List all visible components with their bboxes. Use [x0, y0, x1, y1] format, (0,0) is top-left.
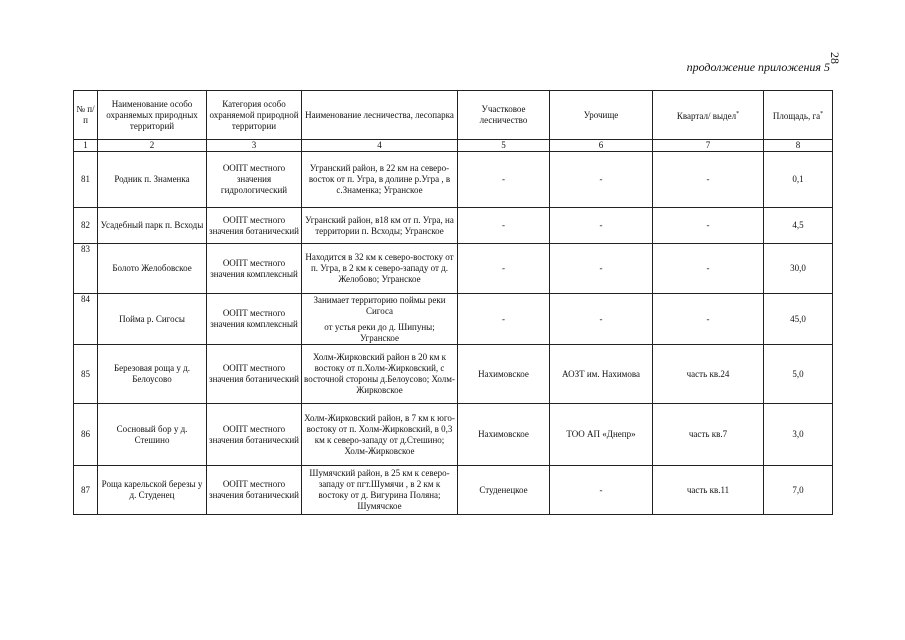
- cell-area: 5,0: [764, 345, 833, 404]
- header-forestry: Наименование лесничества, лесопарка: [302, 91, 458, 140]
- cell-forestry: Холм-Жирковский район в 20 км к востоку от п.Холм-Жирковский, с восточной стороны д.Белоусово; Холм-Жирковское: [302, 345, 458, 404]
- cell-num: 85: [74, 345, 98, 404]
- header-quarter-label: Квартал/ выдел: [676, 110, 737, 121]
- cell-tract: АОЗТ им. Нахимова: [550, 345, 653, 404]
- cell-category: ООПТ местного значения ботанический: [207, 208, 302, 244]
- cell-quarter: часть кв.24: [653, 345, 764, 404]
- cell-category: ООПТ местного значения ботанический: [207, 345, 302, 404]
- column-number: 3: [207, 140, 302, 152]
- page-number: 28: [828, 52, 842, 64]
- cell-quarter: -: [653, 152, 764, 208]
- cell-area: 3,0: [764, 404, 833, 466]
- cell-quarter: -: [653, 208, 764, 244]
- cell-tract: ТОО АП «Днепр»: [550, 404, 653, 466]
- column-number: 7: [653, 140, 764, 152]
- column-number-row: [74, 140, 833, 152]
- cell-district: -: [458, 294, 550, 345]
- cell-num: 83: [74, 244, 98, 294]
- cell-district: Нахимовское: [458, 345, 550, 404]
- table-row: [74, 244, 833, 294]
- header-area: [764, 91, 833, 140]
- cell-area: 30,0: [764, 244, 833, 294]
- header-num: № п/п: [74, 91, 98, 140]
- cell-district: Студенецкое: [458, 466, 550, 515]
- column-number: 8: [764, 140, 833, 152]
- cell-name: Роща карельской березы у д. Студенец: [98, 466, 207, 515]
- cell-tract: -: [550, 294, 653, 345]
- cell-district: -: [458, 152, 550, 208]
- header-tract: Урочище: [550, 91, 653, 140]
- table-row: [74, 152, 833, 208]
- cell-forestry: Находится в 32 км к северо-востоку от п. Угра, в 2 км к северо-западу от д. Желобово; Угранское: [302, 244, 458, 294]
- cell-forestry-extra: от устья реки до д. Шипуны; Угранское: [324, 321, 435, 343]
- cell-quarter: часть кв.7: [653, 404, 764, 466]
- cell-num: 82: [74, 208, 98, 244]
- cell-quarter: часть кв.11: [653, 466, 764, 515]
- table-row: [74, 208, 833, 244]
- cell-area: 45,0: [764, 294, 833, 345]
- header-quarter-mark: *: [736, 110, 740, 117]
- cell-num: 87: [74, 466, 98, 515]
- continuation-caption: продолжение приложения 5: [686, 60, 830, 74]
- cell-category: ООПТ местного значения ботанический: [207, 404, 302, 466]
- cell-district: -: [458, 244, 550, 294]
- protected-areas-table: [73, 90, 833, 515]
- column-number: 6: [550, 140, 653, 152]
- cell-name: Пойма р. Сигосы: [98, 294, 207, 345]
- header-district: Участковое лесничество: [458, 91, 550, 140]
- header-category: Категория особо охраняемой природной территории: [207, 91, 302, 140]
- cell-category: ООПТ местного значения комплексный: [207, 294, 302, 345]
- cell-tract: -: [550, 152, 653, 208]
- cell-name: Родник п. Знаменка: [98, 152, 207, 208]
- column-number: 5: [458, 140, 550, 152]
- cell-district: -: [458, 208, 550, 244]
- cell-forestry: Холм-Жирковский район, в 7 км к юго-востоку от п. Холм-Жирковский, в 0,3 км к северо-западу от д.Стешино; Холм-Жирковское: [302, 404, 458, 466]
- cell-tract: -: [550, 244, 653, 294]
- cell-forestry: Угранский район, в18 км от п. Угра, на территории п. Всходы; Угранское: [302, 208, 458, 244]
- column-number: 4: [302, 140, 458, 152]
- header-area-label: Площадь, га: [772, 110, 821, 121]
- cell-category: ООПТ местного значения гидрологический: [207, 152, 302, 208]
- cell-category: ООПТ местного значения ботанический: [207, 466, 302, 515]
- cell-quarter: -: [653, 294, 764, 345]
- cell-tract: -: [550, 208, 653, 244]
- cell-name: Болото Желобовское: [98, 244, 207, 294]
- column-number: 1: [74, 140, 98, 152]
- cell-area: 7,0: [764, 466, 833, 515]
- cell-area: 0,1: [764, 152, 833, 208]
- cell-forestry: [302, 294, 458, 345]
- cell-district: Нахимовское: [458, 404, 550, 466]
- header-name: Наименование особо охраняемых природных территорий: [98, 91, 207, 140]
- cell-name: Сосновый бор у д. Стешино: [98, 404, 207, 466]
- cell-tract: -: [550, 466, 653, 515]
- cell-area: 4,5: [764, 208, 833, 244]
- table-row: [74, 294, 833, 345]
- table-row: [74, 345, 833, 404]
- column-number: 2: [98, 140, 207, 152]
- cell-num: 81: [74, 152, 98, 208]
- header-row: [74, 91, 833, 140]
- cell-forestry-line: Занимает территорию поймы реки Сигоса: [313, 294, 446, 316]
- table-row: [74, 404, 833, 466]
- cell-name: Березовая роща у д. Белоусово: [98, 345, 207, 404]
- cell-forestry: Шумячский район, в 25 км к северо-западу от пгт.Шумячи , в 2 км к востоку от д. Вигурина Поляна; Шумячское: [302, 466, 458, 515]
- header-area-mark: *: [820, 110, 824, 117]
- table-row: [74, 466, 833, 515]
- cell-num: 86: [74, 404, 98, 466]
- cell-category: ООПТ местного значения комплексный: [207, 244, 302, 294]
- cell-forestry: Угранский район, в 22 км на северо-восток от п. Угра, в долине р.Угра , в с.Знаменка; Угранское: [302, 152, 458, 208]
- cell-num: 84: [74, 294, 98, 345]
- cell-quarter: -: [653, 244, 764, 294]
- cell-name: Усадебный парк п. Всходы: [98, 208, 207, 244]
- header-quarter: [653, 91, 764, 140]
